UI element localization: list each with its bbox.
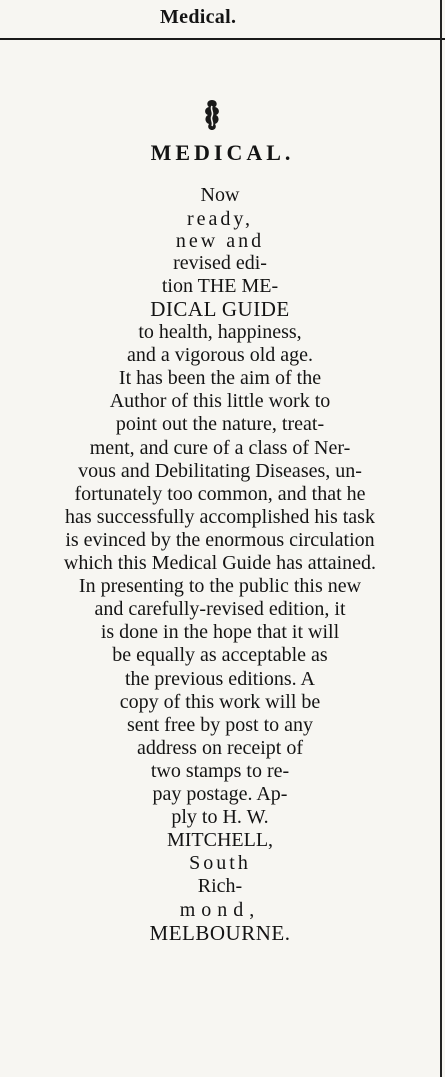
page-header [0,0,445,38]
body-line: point out the nature, treat- [115,413,325,435]
printer-ornament-icon [198,98,226,132]
body-line: Author of this little work to [109,390,331,412]
body-line: sent free by post to any [126,714,314,736]
body-line: has successfully accomplished his task [65,506,375,528]
body-line: pay postage. Ap- [152,783,288,805]
body-line: to health, happiness, [138,321,302,343]
body-line: ply to H. W. [171,806,269,828]
body-line: fortunately too common, and that he [74,483,366,505]
body-line: is evinced by the enormous circulation [65,529,375,551]
body-line: mond, [179,899,261,921]
body-line: South [189,852,251,874]
body-line: In presenting to the public this new [78,575,362,597]
body-line: ment, and cure of a class of Ner- [89,437,351,459]
section-title: Medical. [160,6,237,28]
body-line: and carefully-revised edition, it [94,598,346,620]
body-line: is done in the hope that it will [100,621,340,643]
advert-heading: MEDICAL. [150,140,295,165]
body-line: revised edi- [173,252,267,274]
body-line: MELBOURNE. [149,921,291,945]
body-line: copy of this work will be [119,691,321,713]
body-line: two stamps to re- [150,760,290,782]
body-line: DICAL GUIDE [150,297,290,321]
header-rule [0,38,445,40]
body-line: be equally as acceptable as [112,644,328,666]
body-line: vous and Debilitating Diseases, un- [78,460,362,482]
body-line: and a vigorous old age. [126,344,314,366]
body-line: the previous editions. A [125,668,315,690]
body-line: ready, [186,208,254,230]
body-line: address on receipt of [136,737,304,759]
body-line: Rich- [197,875,243,897]
body-line: new and [175,230,265,252]
body-line: tion THE ME- [161,275,279,297]
body-line: MITCHELL, [166,829,274,851]
body-line: It has been the aim of the [118,367,322,389]
body-line: which this Medical Guide has attained. [63,552,377,574]
body-line: Now [200,184,240,206]
